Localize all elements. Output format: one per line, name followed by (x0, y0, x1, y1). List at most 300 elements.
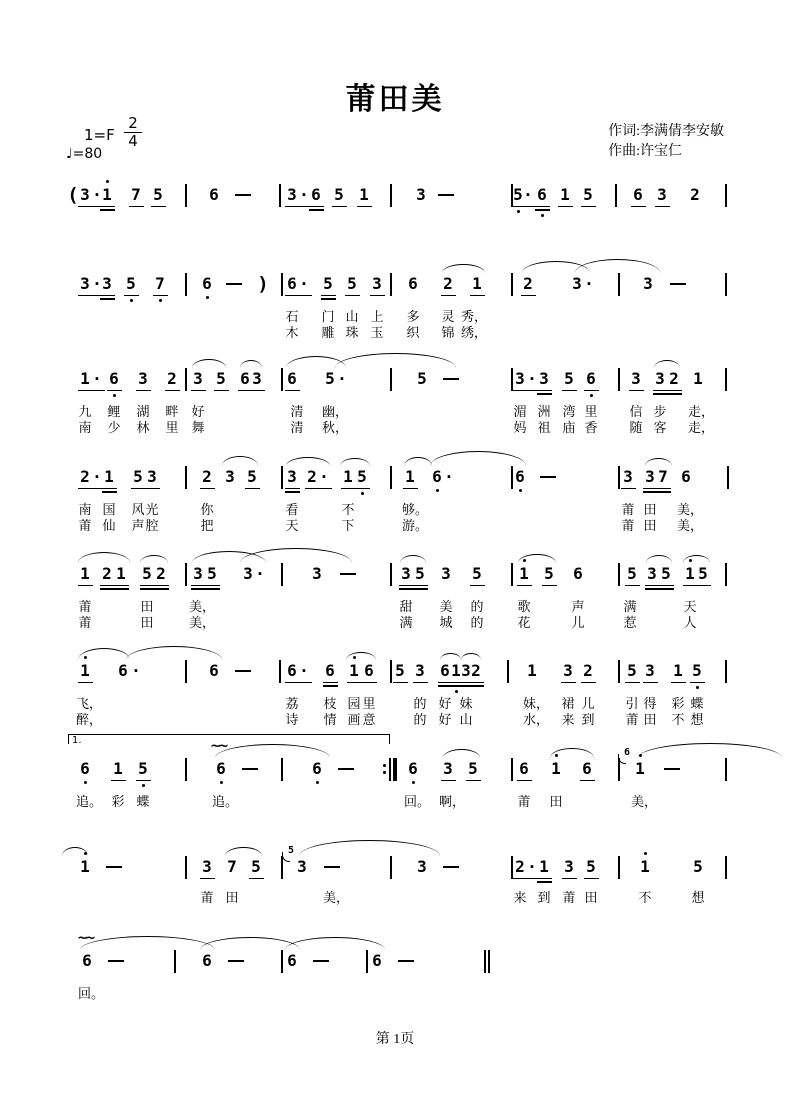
system-2-lyric-syllable: 玉 (370, 325, 384, 340)
system-5-lyric-syllable: 美， (188, 599, 216, 614)
system-8-lyric-syllable: 田 (584, 890, 598, 905)
system-4-note-digit: 7 (658, 467, 668, 486)
system-6-underline (413, 682, 428, 683)
system-7-repeat-dot (383, 764, 386, 767)
system-6-barline (725, 660, 727, 683)
system-4-lyric-syllable: 美， (676, 518, 704, 533)
system-4-note-digit: 2 (307, 467, 317, 486)
system-6-slur (126, 646, 222, 660)
credits (608, 122, 724, 162)
system-4-barline (618, 466, 620, 489)
system-5-note-digit: 2 (156, 564, 166, 583)
system-7-barline (725, 758, 727, 781)
system-6-lyric-syllable: 好 (438, 712, 452, 727)
system-6-octave-dot-low (696, 686, 699, 689)
system-2-underline (470, 295, 485, 296)
system-4-lyric-syllable: 声 (131, 518, 145, 533)
system-6-lyric-syllable: 山 (459, 712, 473, 727)
system-5-underline (191, 588, 206, 589)
system-5-note-digit: 3 (401, 564, 411, 583)
system-5-slur (240, 548, 352, 563)
system-3-note-digit: 5 (216, 369, 226, 388)
system-2-underline (100, 295, 115, 296)
system-2-note-digit: 6 (202, 274, 212, 293)
system-6-dash (235, 670, 251, 672)
system-8-underline (537, 878, 552, 879)
system-8-note-digit: 3 (564, 857, 574, 876)
system-1-note-digit: 5 (334, 185, 344, 204)
system-4-lyric-syllable: 南 (78, 502, 92, 517)
system-6-lyric-syllable: 田 (643, 712, 657, 727)
system-3-lyric-syllable: 清 (290, 404, 304, 419)
system-8-note-digit: 5 (693, 857, 703, 876)
system-7-note-digit: 1 (113, 759, 123, 778)
system-2-underline (370, 295, 385, 296)
system-4-note-digit: 5 (357, 467, 367, 486)
system-7-underline (136, 780, 151, 781)
system-1-barline (615, 184, 617, 207)
system-7-note-digit: 6 (312, 759, 322, 778)
system-6-lyric-syllable: 妹， (522, 696, 550, 711)
system-3-slur (240, 360, 262, 368)
system-5-underline (100, 585, 115, 586)
system-5-note-digit: 5 (661, 564, 671, 583)
quarter-note-icon: ♩ (66, 146, 73, 162)
system-5-note-digit: 2 (102, 564, 112, 583)
system-6-note-digit: 6 (364, 661, 374, 680)
system-4-note-digit: 5 (247, 467, 257, 486)
system-2-underline (345, 295, 360, 296)
system-4-note-digit: 3 (225, 467, 235, 486)
system-5-underline (78, 585, 93, 586)
system-6-note-digit: 1 (527, 661, 537, 680)
system-4-lyric-syllable: 你 (200, 502, 214, 517)
page-number: 第 1页 (375, 1032, 415, 1047)
system-7-slur (443, 749, 480, 758)
lyricist-credit: 作词:李满倩李安敏 (608, 124, 724, 139)
system-8-barline (618, 856, 620, 879)
system-1-octave-dot-low (541, 214, 544, 217)
system-9-lyric-syllable: 回。 (77, 986, 105, 1001)
system-4-underline (285, 491, 300, 492)
system-7-octave-dot-low (316, 781, 319, 784)
system-4-note-digit: 2 (202, 467, 212, 486)
system-6-note-digit: 3 (415, 661, 425, 680)
system-6-underline (643, 682, 658, 683)
system-7-lyric-syllable: 蝶 (136, 794, 150, 809)
system-1-note-digit: 6 (311, 185, 321, 204)
system-6-note-digit: 2 (471, 661, 481, 680)
system-7-octave-dot-low (84, 781, 87, 784)
system-2-barline (281, 273, 283, 296)
system-6-note-digit: 1 (673, 661, 683, 680)
system-4-note-digit: 3 (623, 467, 633, 486)
system-3-underline (667, 390, 682, 391)
system-5-underline (413, 588, 428, 589)
system-6-note-digit: 3 (645, 661, 655, 680)
system-8-note-digit: 1 (80, 857, 90, 876)
system-3-underline (537, 390, 552, 391)
system-6-lyric-syllable: 醉， (75, 712, 103, 727)
system-4-note-digit: 1 (343, 467, 353, 486)
system-4-note-digit: · (92, 467, 102, 486)
system-5-barline (390, 563, 392, 586)
system-1-underline (521, 206, 536, 207)
system-1-note-digit: · (523, 185, 533, 204)
system-6-note-digit: 6 (118, 661, 128, 680)
system-8-lyric-syllable: 田 (225, 890, 239, 905)
system-3-lyric-syllable: 随 (629, 420, 643, 435)
system-6-slur (78, 648, 130, 660)
system-8-grace-note: 5 (287, 845, 295, 856)
system-2-dash (670, 283, 686, 285)
system-3-note-digit: · (92, 369, 102, 388)
system-3-underline (107, 390, 122, 391)
system-3-note-digit: 3 (539, 369, 549, 388)
system-7-grace-note: 6 (623, 747, 631, 758)
system-6-lyric-syllable: 想 (690, 712, 704, 727)
system-3-lyric-syllable: 走， (687, 404, 715, 419)
system-3-underline (653, 390, 668, 391)
system-1-octave-dot-low (517, 210, 520, 213)
system-4-underline (102, 491, 117, 492)
system-8-note-digit: 7 (227, 857, 237, 876)
system-3-dash (443, 378, 459, 380)
system-5-lyric-syllable: 的 (470, 615, 484, 630)
system-5-note-digit: 5 (142, 564, 152, 583)
system-3-note-digit: 3 (193, 369, 203, 388)
system-1-note-digit: 3 (416, 185, 426, 204)
system-1-underline (309, 206, 324, 207)
system-7-lyric-syllable: 回。 (403, 794, 431, 809)
system-7-repeat-barline-thick (393, 758, 397, 781)
system-7-note-digit: 6 (216, 759, 226, 778)
system-3-note-digit: 6 (586, 369, 596, 388)
system-3-lyric-syllable: 客 (653, 420, 667, 435)
system-5-lyric-syllable: 美 (439, 599, 453, 614)
system-7-underline (517, 780, 532, 781)
system-6-underline (625, 682, 640, 683)
system-8-lyric-syllable: 不 (638, 890, 652, 905)
system-6-lyric-syllable: 情 (323, 712, 337, 727)
system-3-lyric-syllable: 信 (629, 404, 643, 419)
system-3-note-digit: 5 (564, 369, 574, 388)
system-3-lyric-syllable: 南 (78, 420, 92, 435)
system-3-note-digit: 3 (138, 369, 148, 388)
system-3-lyric-syllable: 步 (653, 404, 667, 419)
system-2-barline (618, 273, 620, 296)
system-2-note-digit: · (584, 274, 594, 293)
system-9-note-digit: 6 (372, 951, 382, 970)
system-7-slur (550, 748, 594, 758)
system-1-note-digit: 5 (153, 185, 163, 204)
system-4-underline (245, 488, 260, 489)
system-2-underline (124, 295, 139, 296)
system-5-barline (511, 563, 513, 586)
system-5-lyric-syllable: 满 (399, 615, 413, 630)
system-8-dash (106, 866, 122, 868)
tempo-marking (66, 146, 102, 162)
system-4-lyric-syllable: 不 (341, 502, 355, 517)
system-7-octave-dot-low (412, 781, 415, 784)
system-5-note-digit: 6 (573, 564, 583, 583)
system-2-barline (511, 273, 513, 296)
system-5-lyric-syllable: 甜 (399, 599, 413, 614)
system-4-underline (200, 488, 215, 489)
system-1-barline (390, 184, 392, 207)
system-3-slur (192, 359, 226, 368)
system-4-slur (645, 458, 672, 466)
system-9-note-digit: 6 (287, 951, 297, 970)
system-6-barline (618, 660, 620, 683)
system-6-underline (347, 682, 362, 683)
system-3-underline (214, 390, 229, 391)
system-6-underline (323, 685, 338, 686)
system-7-lyric-syllable: 莆 (517, 794, 531, 809)
system-2-barline (185, 273, 187, 296)
system-7-repeat-barline (389, 758, 391, 781)
system-5-barline (618, 563, 620, 586)
system-6-lyric-syllable: 意 (362, 712, 376, 727)
system-5-dash (340, 573, 356, 575)
system-5-lyric-syllable: 满 (623, 599, 637, 614)
system-2-underline (100, 298, 115, 299)
system-6-lyric-syllable: 妹 (459, 696, 473, 711)
system-4-note-digit: 6 (432, 467, 442, 486)
system-2-octave-dot-low (206, 296, 209, 299)
system-9-barline (281, 950, 283, 973)
system-9-dash (313, 960, 329, 962)
system-1-underline (631, 206, 646, 207)
system-6-note-digit: 6 (209, 661, 219, 680)
system-5-note-digit: 1 (116, 564, 126, 583)
system-4-octave-dot-low (361, 492, 364, 495)
system-4-note-digit: 6 (681, 467, 691, 486)
system-6-underline (297, 682, 312, 683)
system-6-lyric-syllable: 得 (643, 696, 657, 711)
system-3-note-digit: 3 (631, 369, 641, 388)
system-2-underline (321, 298, 336, 299)
system-8-slur (225, 847, 262, 856)
system-2-barline (390, 273, 392, 296)
system-6-note-digit: 5 (692, 661, 702, 680)
system-6-note-digit: 6 (440, 661, 450, 680)
system-3-underline (667, 393, 682, 394)
system-8-note-digit: · (527, 857, 537, 876)
system-5-note-digit: 1 (519, 564, 529, 583)
system-9-final-barline (484, 950, 486, 973)
system-8-dash (443, 866, 459, 868)
system-3-barline (511, 368, 513, 391)
system-3-lyric-syllable: 九 (78, 404, 92, 419)
system-4-note-digit: 3 (287, 467, 297, 486)
system-5-note-digit: 3 (312, 564, 322, 583)
system-3-lyric-syllable: 畔 (165, 404, 179, 419)
system-8-barline (511, 856, 513, 879)
system-6-underline (469, 682, 484, 683)
system-4-underline (403, 488, 418, 489)
system-7-underline (466, 780, 481, 781)
system-5-underline (140, 588, 155, 589)
system-1-note-digit: 3 (287, 185, 297, 204)
system-8-note-digit: 3 (202, 857, 212, 876)
system-3-underline (629, 390, 644, 391)
system-4-slur (340, 458, 370, 466)
system-3-underline (90, 390, 105, 391)
system-7-dash (338, 768, 354, 770)
system-5-lyric-syllable: 城 (439, 615, 453, 630)
system-5-note-digit: 3 (441, 564, 451, 583)
system-8-slur (62, 847, 88, 856)
system-3-lyric-syllable: 庙 (562, 420, 576, 435)
system-6-slur (346, 652, 376, 660)
system-5-note-digit: · (255, 564, 265, 583)
system-5-lyric-syllable: 的 (470, 599, 484, 614)
system-5-note-digit: 5 (415, 564, 425, 583)
system-2-note-digit: 5 (347, 274, 357, 293)
system-6-lyric-syllable: 园 (347, 696, 361, 711)
system-4-octave-dot-low (519, 489, 522, 492)
system-2-underline (441, 295, 456, 296)
system-7-note-digit: 5 (138, 759, 148, 778)
system-6-lyric-syllable: 好 (438, 696, 452, 711)
system-6-barline (185, 660, 187, 683)
system-4-lyric-syllable: 田 (643, 502, 657, 517)
system-4-underline (131, 488, 146, 489)
system-7-lyric-syllable: 追。 (211, 794, 239, 809)
system-4-underline (102, 488, 117, 489)
system-2-dash (226, 283, 242, 285)
system-3-lyric-syllable: 湖 (136, 404, 150, 419)
system-6-lyric-syllable: 彩 (671, 696, 685, 711)
system-3-slur (654, 360, 680, 368)
system-4-note-digit: 3 (645, 467, 655, 486)
system-1-octave-dot-high (106, 180, 109, 183)
system-6-underline (671, 682, 686, 683)
system-4-note-digit: 6 (515, 467, 525, 486)
system-4-lyric-syllable: 够。 (401, 502, 429, 517)
system-2-octave-dot-low (130, 299, 133, 302)
system-6-barline (390, 660, 392, 683)
tempo-value: =80 (72, 146, 103, 162)
system-3-note-digit: 6 (109, 369, 119, 388)
system-3-note-digit: 3 (655, 369, 665, 388)
system-1-underline (309, 209, 324, 210)
system-3-octave-dot-low (590, 394, 593, 397)
system-8-slur (299, 840, 440, 856)
system-6-lyric-syllable: 的 (413, 696, 427, 711)
system-1-barline (279, 184, 281, 207)
system-4-underline (317, 488, 332, 489)
system-4-lyric-syllable: 莆 (621, 502, 635, 517)
system-3-lyric-syllable: 妈 (513, 420, 527, 435)
system-9-note-digit: 6 (202, 951, 212, 970)
system-6-note-digit: 3 (461, 661, 471, 680)
system-4-underline (656, 491, 671, 492)
system-6-note-digit: 5 (395, 661, 405, 680)
system-2-lyric-syllable: 织 (406, 325, 420, 340)
system-3-note-digit: 6 (240, 369, 250, 388)
system-8-barline (185, 856, 187, 879)
system-8-note-digit: 5 (251, 857, 261, 876)
system-4-note-digit: 1 (104, 467, 114, 486)
system-5-lyric-syllable: 田 (140, 615, 154, 630)
system-9-note-digit: 6 (82, 951, 92, 970)
system-7-underline (580, 780, 595, 781)
system-8-note-digit: 5 (586, 857, 596, 876)
system-3-note-digit: · (337, 369, 347, 388)
system-8-underline (537, 881, 552, 882)
system-5-underline (659, 588, 674, 589)
system-5-underline (114, 588, 129, 589)
system-8-grace-hook (282, 852, 290, 862)
system-1-underline (535, 206, 550, 207)
system-1-note-digit: 2 (690, 185, 700, 204)
system-5-note-digit: 5 (207, 564, 217, 583)
system-3-underline (136, 390, 151, 391)
system-5-underline (205, 585, 220, 586)
system-8-barline (281, 856, 283, 879)
system-6-note-digit: 6 (287, 661, 297, 680)
system-4-barline (390, 466, 392, 489)
system-5-lyric-syllable: 花 (517, 615, 531, 630)
system-7-barline (281, 758, 283, 781)
system-3-lyric-syllable: 里 (165, 420, 179, 435)
system-4-lyric-syllable: 把 (200, 518, 214, 533)
system-6-lyric-syllable: 不 (671, 712, 685, 727)
system-7-dash (664, 768, 680, 770)
system-5-lyric-syllable: 田 (140, 599, 154, 614)
system-4-note-digit: · (444, 467, 454, 486)
system-5-underline (645, 585, 660, 586)
system-2-note-digit: 1 (472, 274, 482, 293)
system-7-note-digit: 6 (519, 759, 529, 778)
system-6-underline (78, 682, 93, 683)
system-1-note-digit: 6 (209, 185, 219, 204)
system-3-underline (250, 390, 265, 391)
time-signature-numerator: 2 (128, 114, 138, 132)
system-6-note-digit: 1 (349, 661, 359, 680)
system-3-note-digit: 3 (515, 369, 525, 388)
system-1-dash (235, 194, 251, 196)
system-1-note-digit: 1 (560, 185, 570, 204)
system-2-underline (521, 295, 536, 296)
system-6-underline (323, 682, 338, 683)
system-4-underline (285, 488, 300, 489)
system-2-lyric-syllable: 雕 (321, 325, 335, 340)
system-4-underline (341, 488, 356, 489)
system-6-lyric-syllable: 飞， (75, 696, 103, 711)
system-5-underline (625, 585, 640, 586)
system-2-lyric-syllable: 上 (370, 309, 384, 324)
system-6-underline (561, 682, 576, 683)
system-6-lyric-syllable: 里 (362, 696, 376, 711)
system-2-lyric-syllable: 木 (285, 325, 299, 340)
system-9-dash (108, 960, 124, 962)
system-5-underline (517, 585, 532, 586)
system-7-barline (618, 758, 620, 781)
system-5-lyric-syllable: 人 (683, 615, 697, 630)
system-4-lyric-syllable: 莆 (78, 518, 92, 533)
system-3-lyric-syllable: 鲤 (107, 404, 121, 419)
system-2-note-digit: 3 (643, 274, 653, 293)
system-3-lyric-syllable: 好 (191, 404, 205, 419)
system-7-underline (441, 780, 456, 781)
system-1-note-digit: 1 (102, 185, 112, 204)
system-4-slur (404, 457, 432, 466)
system-8-note-digit: 3 (417, 857, 427, 876)
system-3-lyric-syllable: 少 (107, 420, 121, 435)
